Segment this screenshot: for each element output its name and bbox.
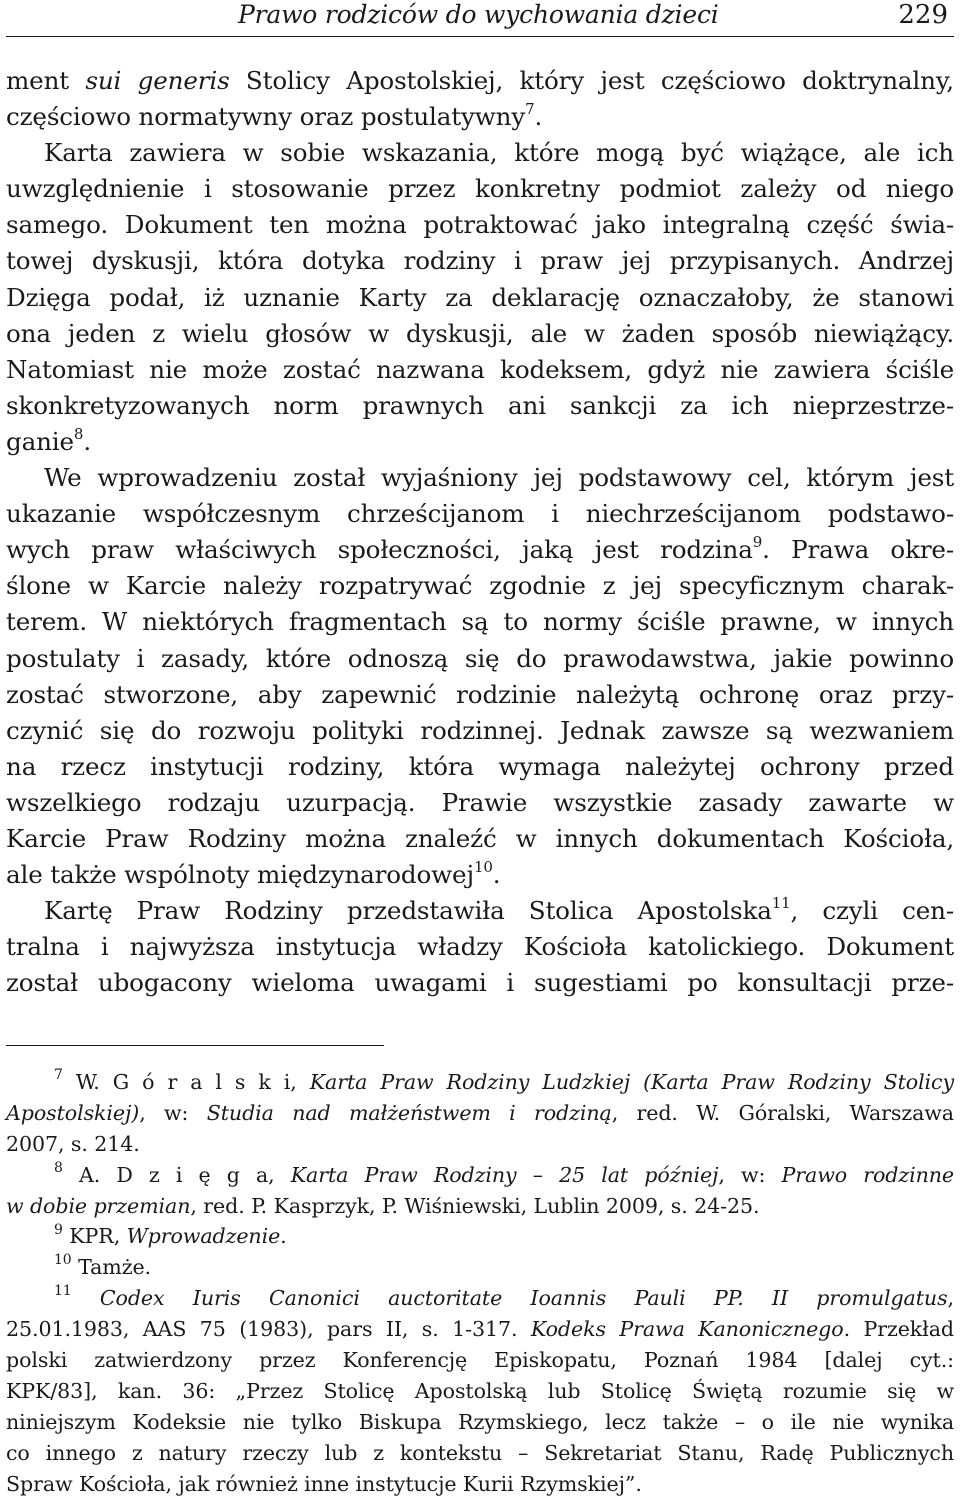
main-text bbox=[6, 63, 954, 1001]
text-line: Karta zawiera w sobie wskazania, które mogą być wiążące, ale ich bbox=[44, 138, 954, 168]
footnote-11-cont: polski zatwierdzony przez Konferencję Episkopatu, Poznań 1984 [dalej cyt.: bbox=[6, 1348, 954, 1373]
text-line: Karcie Praw Rodziny można znaleźć w innych dokumentach Kościoła, bbox=[6, 823, 954, 853]
footnote-ref: 7 bbox=[525, 99, 535, 118]
text-line: częściowo normatywny oraz postulatywny$^7$. bbox=[6, 99, 543, 132]
footnote-7-cont: 2007, s. 214. bbox=[6, 1131, 140, 1156]
footnote-8: $^8$ A. D z i ę g a, Karta Praw Rodziny – 25 lat później, w: Prawo rodzinne bbox=[54, 1159, 954, 1187]
text-line: wszelkiego rodzaju uzurpacją. Prawie wszystkie zasady zawarte w bbox=[6, 787, 954, 817]
text-line: na rzecz instytucji rodziny, która wymaga należytej ochrony przed bbox=[6, 751, 954, 781]
footnote-ref: 11 bbox=[771, 893, 791, 912]
text-line: Natomiast nie może zostać nazwana kodeksem, gdyż nie zawiera ściśle bbox=[6, 354, 954, 384]
text-line: czynić się do rozwoju polityki rodzinnej. Jednak zawsze są wezwaniem bbox=[6, 715, 954, 745]
text-line: zostać stworzone, aby zapewnić rodzinie należytą ochronę oraz przy- bbox=[6, 679, 954, 709]
footnote-11-cont: Spraw Kościoła, jak również inne instytucje Kurii Rzymskiej”. bbox=[6, 1471, 642, 1496]
text-line: tralna i najwyższa instytucja władzy Kościoła katolickiego. Dokument bbox=[6, 932, 954, 962]
text-line: skonkretyzowanych norm prawnych ani sankcji za ich nieprzestrze- bbox=[6, 390, 954, 420]
text-line: uwzględnienie i stosowanie przez konkretny podmiot zależy od niego bbox=[6, 174, 954, 204]
text-line: terem. W niektórych fragmentach są to normy ściśle prawne, w innych bbox=[6, 607, 954, 637]
footnote-ref: 8 bbox=[73, 424, 84, 443]
footnote-11: $^{11}$ Codex Iuris Canonici auctoritate Ioannis Pauli PP. II promulgatus, bbox=[54, 1283, 954, 1311]
footnotes bbox=[6, 1067, 954, 1499]
text-line: ganie$^8$. bbox=[6, 424, 91, 456]
footnote-11-cont: 25.01.1983, AAS 75 (1983), pars II, s. 1-317. Kodeks Prawa Kanonicznego. Przekład bbox=[6, 1317, 955, 1342]
text-line: ona jeden z wielu głosów w dyskusji, ale w żaden sposób niewiążący. bbox=[6, 318, 954, 348]
text-line: postulaty i zasady, które odnoszą się do prawodawstwa, jakie powinno bbox=[6, 643, 954, 673]
footnote-10: $^{10}$ Tamże. bbox=[54, 1252, 152, 1280]
footnote-9: $^9$ KPR, Wprowadzenie. bbox=[54, 1221, 287, 1249]
page-number: 229 bbox=[898, 0, 948, 30]
text-line: ślone w Karcie należy rozpatrywać zgodnie z jej specyficznym charak- bbox=[6, 571, 954, 601]
text-line: towej dyskusji, która dotyka rodziny i praw jej przypisanych. Andrzej bbox=[6, 246, 954, 276]
footnote-7: $^7$ W. G ó r a l s k i, Karta Praw Rodziny Ludzkiej (Karta Praw Rodziny Stolicy bbox=[54, 1067, 955, 1094]
footnote-ref: 10 bbox=[473, 857, 493, 876]
text-line: wych praw właściwych społeczności, jaką jest rodzina$^9$. Prawa okre- bbox=[6, 533, 954, 565]
footnote-7-cont: Apostolskiej), w: Studia nad małżeństwem i rodziną, red. W. Góralski, Warszawa bbox=[6, 1100, 954, 1125]
footnote-11-cont: niniejszym Kodeksie nie tylko Biskupa Rzymskiego, lecz także – o ile nie wynika bbox=[6, 1409, 954, 1434]
running-title: Prawo rodziców do wychowania dzieci bbox=[238, 0, 719, 29]
text-line: został ubogacony wieloma uwagami i sugestiami po konsultacji prze- bbox=[6, 968, 954, 998]
text-line: Dzięga podał, iż uznanie Karty za deklarację oznaczałoby, że stanowi bbox=[6, 282, 954, 312]
text-line: We wprowadzeniu został wyjaśniony jej podstawowy cel, którym jest bbox=[44, 463, 954, 493]
footnote-11-cont: KPK/83], kan. 36: „Przez Stolicę Apostolską lub Stolicę Świętą rozumie się w bbox=[6, 1378, 954, 1403]
text-line: ale także wspólnoty międzynarodowej$^{10}$. bbox=[6, 857, 501, 890]
footnote-11-cont: co innego z natury rzeczy lub z kontekstu – Sekretariat Stanu, Radę Publicznych bbox=[6, 1440, 954, 1465]
footnote-separator bbox=[6, 1045, 384, 1046]
page-header bbox=[6, 0, 954, 37]
footnote-8-cont: w dobie przemian, red. P. Kasprzyk, P. Wiśniewski, Lublin 2009, s. 24-25. bbox=[6, 1193, 760, 1218]
text-line: Kartę Praw Rodziny przedstawiła Stolica Apostolska$^{11}$, czyli cen- bbox=[44, 893, 954, 926]
text-line: ment sui generis Stolicy Apostolskiej, który jest częściowo doktrynalny, bbox=[6, 66, 954, 95]
text-line: samego. Dokument ten można potraktować jako integralną część świa- bbox=[6, 210, 954, 240]
footnote-ref: 9 bbox=[752, 533, 763, 552]
text-line: ukazanie współczesnym chrześcijanom i niechrześcijanom podstawo- bbox=[6, 499, 954, 529]
